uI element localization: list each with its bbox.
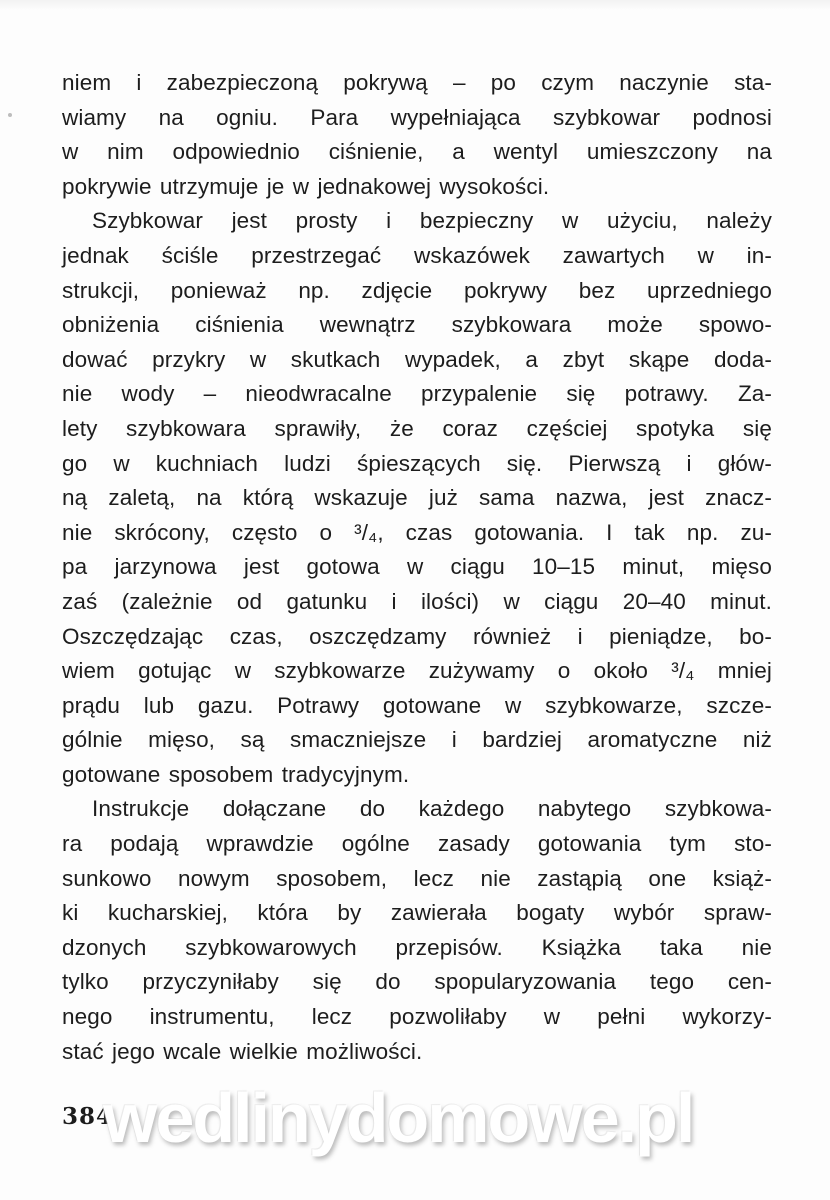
body-text	[62, 66, 772, 1069]
text-line: go w kuchniach ludzi śpieszących się. Pierwszą i głów-	[62, 450, 772, 476]
text-line: nego instrumentu, lecz pozwoliłaby w pełni wykorzy-	[62, 1004, 772, 1030]
watermark-text: wedlinydomowe.pl	[103, 1079, 694, 1157]
text-line: zaś (zależnie od gatunku i ilości) w ciągu 20–40 minut.	[62, 588, 772, 614]
text-line: sunkowo nowym sposobem, lecz nie zastąpią one książ-	[62, 865, 772, 891]
text-line: wiamy na ogniu. Para wypełniająca szybkowar podnosi	[62, 104, 772, 130]
scan-artifact-dot	[8, 113, 12, 117]
text-line: pokrywie utrzymuje je w jednakowej wysokości.	[62, 173, 550, 199]
text-line: wiem gotując w szybkowarze zużywamy o około ³/₄ mniej	[62, 658, 772, 684]
text-line: pa jarzynowa jest gotowa w ciągu 10–15 minut, mięso	[62, 554, 772, 580]
text-line: ra podają wprawdzie ogólne zasady gotowania tym sto-	[62, 831, 772, 857]
text-line: lety szybkowara sprawiły, że coraz częściej spotyka się	[62, 415, 772, 441]
text-line: stać jego wcale wielkie możliwości.	[62, 1038, 423, 1064]
text-line: Oszczędzając czas, oszczędzamy również i pieniądze, bo-	[62, 623, 772, 649]
text-line: gotowane sposobem tradycyjnym.	[62, 761, 410, 787]
text-line: tylko przyczyniłaby się do spopularyzowania tego cen-	[62, 969, 772, 995]
text-line: prądu lub gazu. Potrawy gotowane w szybkowarze, szcze-	[62, 692, 772, 718]
text-line: niem i zabezpieczoną pokrywą – po czym naczynie sta-	[62, 70, 772, 95]
text-line: jednak ściśle przestrzegać wskazówek zawartych w in-	[62, 242, 772, 268]
text-line: strukcji, ponieważ np. zdjęcie pokrywy bez uprzedniego	[62, 277, 772, 303]
text-line: gólnie mięso, są smaczniejsze i bardziej aromatyczne niż	[62, 727, 772, 753]
text-line: Szybkowar jest prosty i bezpieczny w użyciu, należy	[92, 208, 772, 234]
text-line: ną zaletą, na którą wskazuje już sama nazwa, jest znacz-	[62, 485, 772, 511]
text-line: w nim odpowiednio ciśnienie, a wentyl umieszczony na	[62, 139, 772, 165]
text-line: dzonych szybkowarowych przepisów. Książka taka nie	[62, 934, 772, 960]
text-line: ki kucharskiej, która by zawierała bogaty wybór spraw-	[62, 900, 772, 926]
text-line: Instrukcje dołączane do każdego nabytego szybkowa-	[92, 796, 772, 822]
page-number: 384	[62, 1103, 114, 1130]
text-line: dować przykry w skutkach wypadek, a zbyt skąpe doda-	[62, 346, 772, 372]
text-line: obniżenia ciśnienia wewnątrz szybkowara może spowo-	[62, 312, 772, 338]
text-line: nie skrócony, często o ³/₄, czas gotowania. I tak np. zu-	[62, 519, 772, 545]
text-line: nie wody – nieodwracalne przypalenie się potrawy. Za-	[62, 381, 772, 407]
